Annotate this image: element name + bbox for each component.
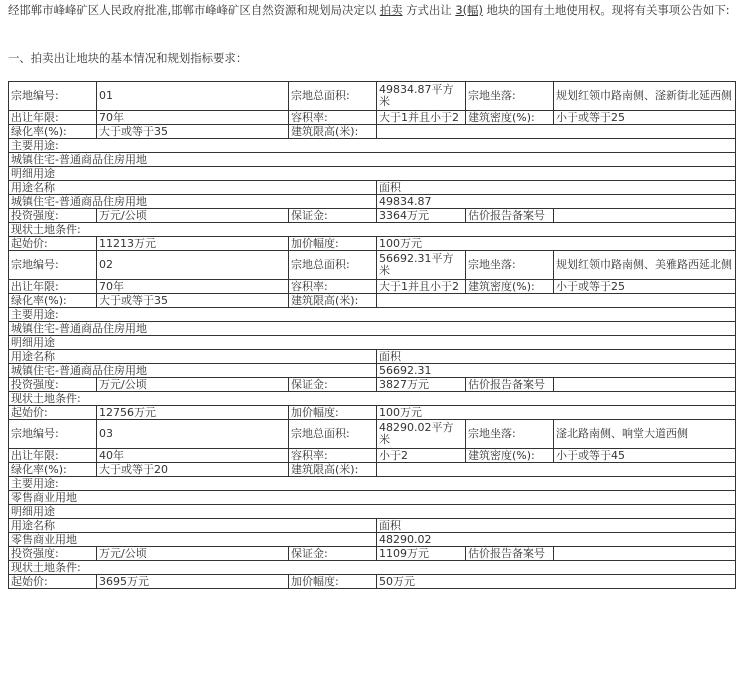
value-main-use-cell: 零售商业用地 (9, 491, 736, 505)
value-total-area-cell: 48290.02平方米 (377, 420, 466, 449)
label-deposit-cell: 保证金: (289, 547, 377, 561)
label-location-cell: 宗地坐落: (466, 82, 554, 111)
label-appraisal-cell: 估价报告备案号 (466, 378, 554, 392)
parcel-row (9, 139, 736, 153)
parcel-row (9, 463, 736, 477)
parcel-row (9, 294, 736, 308)
value-start-price-cell: 12756万元 (97, 406, 289, 420)
parcel-row (9, 82, 736, 111)
parcel-row (9, 378, 736, 392)
parcel-row (9, 280, 736, 294)
label-start-price-cell: 起始价: (9, 406, 97, 420)
label-total-area-cell: 宗地总面积: (289, 420, 377, 449)
label-detail-use-cell: 明细用途 (9, 167, 736, 181)
parcel-row (9, 322, 736, 336)
value-far-cell: 大于1并且小于2 (377, 111, 466, 125)
value-density-cell: 小于或等于25 (554, 111, 736, 125)
value-height-cell (377, 294, 736, 308)
parcel-row (9, 350, 736, 364)
label-invest-cell: 投资强度: (9, 209, 97, 223)
label-increment-cell: 加价幅度: (289, 575, 377, 589)
label-deposit-cell: 保证金: (289, 209, 377, 223)
label-main-use-cell: 主要用途: (9, 139, 736, 153)
value-appraisal-no-cell (554, 547, 736, 561)
value-location-cell: 规划红领巾路南侧、滏新街北延西侧 (554, 82, 736, 111)
parcel-row (9, 125, 736, 139)
value-total-area-cell: 56692.31平方米 (377, 251, 466, 280)
label-density-cell: 建筑密度(%): (466, 111, 554, 125)
label-condition-cell: 现状土地条件: (9, 561, 736, 575)
label-use-name-cell: 用途名称 (9, 181, 377, 195)
label-area-cell: 面积 (377, 350, 736, 364)
label-condition-cell: 现状土地条件: (9, 392, 736, 406)
label-height-cell: 建筑限高(米): (289, 294, 377, 308)
parcel-row (9, 181, 736, 195)
value-density-cell: 小于或等于45 (554, 449, 736, 463)
parcel-row (9, 519, 736, 533)
value-area-cell: 49834.87 (377, 195, 736, 209)
value-deposit-cell: 3827万元 (377, 378, 466, 392)
label-far-cell: 容积率: (289, 111, 377, 125)
label-term-cell: 出让年限: (9, 280, 97, 294)
value-use-name-cell: 城镇住宅-普通商品住房用地 (9, 195, 377, 209)
value-location-cell: 滏北路南侧、响堂大道西侧 (554, 420, 736, 449)
announcement-intro (8, 2, 734, 19)
value-no-cell: 02 (97, 251, 289, 280)
parcel-row (9, 308, 736, 322)
label-appraisal-cell: 估价报告备案号 (466, 209, 554, 223)
value-green-cell: 大于或等于20 (97, 463, 289, 477)
parcel-row (9, 195, 736, 209)
label-increment-cell: 加价幅度: (289, 406, 377, 420)
label-location-cell: 宗地坐落: (466, 251, 554, 280)
label-height-cell: 建筑限高(米): (289, 125, 377, 139)
value-deposit-cell: 3364万元 (377, 209, 466, 223)
value-start-price-cell: 3695万元 (97, 575, 289, 589)
value-invest-cell: 万元/公顷 (97, 378, 289, 392)
value-increment-cell: 50万元 (377, 575, 736, 589)
value-far-cell: 大于1并且小于2 (377, 280, 466, 294)
value-total-area-cell: 49834.87平方米 (377, 82, 466, 111)
label-location-cell: 宗地坐落: (466, 420, 554, 449)
label-far-cell: 容积率: (289, 280, 377, 294)
value-invest-cell: 万元/公顷 (97, 547, 289, 561)
count-link[interactable]: 3(幅) (455, 3, 483, 17)
label-far-cell: 容积率: (289, 449, 377, 463)
value-main-use-cell: 城镇住宅-普通商品住房用地 (9, 153, 736, 167)
parcel-row (9, 449, 736, 463)
label-green-cell: 绿化率(%): (9, 463, 97, 477)
value-green-cell: 大于或等于35 (97, 294, 289, 308)
label-condition-cell: 现状土地条件: (9, 223, 736, 237)
label-main-use-cell: 主要用途: (9, 308, 736, 322)
parcel-row (9, 153, 736, 167)
value-no-cell: 03 (97, 420, 289, 449)
label-density-cell: 建筑密度(%): (466, 280, 554, 294)
value-area-cell: 48290.02 (377, 533, 736, 547)
parcel-row (9, 167, 736, 181)
value-increment-cell: 100万元 (377, 237, 736, 251)
parcel-row (9, 491, 736, 505)
label-use-name-cell: 用途名称 (9, 519, 377, 533)
label-total-area-cell: 宗地总面积: (289, 251, 377, 280)
parcel-row (9, 237, 736, 251)
label-term-cell: 出让年限: (9, 449, 97, 463)
value-area-cell: 56692.31 (377, 364, 736, 378)
parcel-row (9, 209, 736, 223)
label-start-price-cell: 起始价: (9, 575, 97, 589)
value-green-cell: 大于或等于35 (97, 125, 289, 139)
label-height-cell: 建筑限高(米): (289, 463, 377, 477)
label-term-cell: 出让年限: (9, 111, 97, 125)
value-term-cell: 40年 (97, 449, 289, 463)
label-appraisal-cell: 估价报告备案号 (466, 547, 554, 561)
method-link[interactable]: 拍卖 (379, 3, 403, 17)
value-term-cell: 70年 (97, 111, 289, 125)
label-density-cell: 建筑密度(%): (466, 449, 554, 463)
value-density-cell: 小于或等于25 (554, 280, 736, 294)
value-appraisal-no-cell (554, 209, 736, 223)
parcel-row (9, 533, 736, 547)
parcel-row (9, 575, 736, 589)
parcel-row (9, 111, 736, 125)
label-increment-cell: 加价幅度: (289, 237, 377, 251)
label-area-cell: 面积 (377, 519, 736, 533)
value-far-cell: 小于2 (377, 449, 466, 463)
label-deposit-cell: 保证金: (289, 378, 377, 392)
value-main-use-cell: 城镇住宅-普通商品住房用地 (9, 322, 736, 336)
intro-text-2: 方式出让 (402, 3, 456, 17)
value-no-cell: 01 (97, 82, 289, 111)
parcel-row (9, 223, 736, 237)
section-title: 一、拍卖出让地块的基本情况和规划指标要求： (8, 51, 248, 65)
label-use-name-cell: 用途名称 (9, 350, 377, 364)
value-use-name-cell: 城镇住宅-普通商品住房用地 (9, 364, 377, 378)
label-green-cell: 绿化率(%): (9, 294, 97, 308)
parcel-row (9, 406, 736, 420)
label-green-cell: 绿化率(%): (9, 125, 97, 139)
value-invest-cell: 万元/公顷 (97, 209, 289, 223)
value-height-cell (377, 125, 736, 139)
label-invest-cell: 投资强度: (9, 547, 97, 561)
parcel-row (9, 561, 736, 575)
value-appraisal-no-cell (554, 378, 736, 392)
label-parcel-no-cell: 宗地编号: (9, 251, 97, 280)
label-area-cell: 面积 (377, 181, 736, 195)
parcel-row (9, 392, 736, 406)
label-detail-use-cell: 明细用途 (9, 336, 736, 350)
parcel-row (9, 364, 736, 378)
parcel-row (9, 420, 736, 449)
parcel-row (9, 477, 736, 491)
label-detail-use-cell: 明细用途 (9, 505, 736, 519)
label-start-price-cell: 起始价: (9, 237, 97, 251)
value-start-price-cell: 11213万元 (97, 237, 289, 251)
value-term-cell: 70年 (97, 280, 289, 294)
value-increment-cell: 100万元 (377, 406, 736, 420)
intro-text-3: 地块的国有土地使用权。现将有关事项公告如下: (482, 3, 730, 17)
label-invest-cell: 投资强度: (9, 378, 97, 392)
parcel-row (9, 336, 736, 350)
parcel-table (8, 81, 736, 589)
parcel-row (9, 547, 736, 561)
label-parcel-no-cell: 宗地编号: (9, 420, 97, 449)
parcel-row (9, 251, 736, 280)
value-location-cell: 规划红领巾路南侧、美雅路西延北侧 (554, 251, 736, 280)
value-deposit-cell: 1109万元 (377, 547, 466, 561)
label-main-use-cell: 主要用途: (9, 477, 736, 491)
label-total-area-cell: 宗地总面积: (289, 82, 377, 111)
parcel-row (9, 505, 736, 519)
value-use-name-cell: 零售商业用地 (9, 533, 377, 547)
intro-text-1: 经邯郸市峰峰矿区人民政府批准,邯郸市峰峰矿区自然资源和规划局决定以 (8, 3, 380, 17)
label-parcel-no-cell: 宗地编号: (9, 82, 97, 111)
value-height-cell (377, 463, 736, 477)
